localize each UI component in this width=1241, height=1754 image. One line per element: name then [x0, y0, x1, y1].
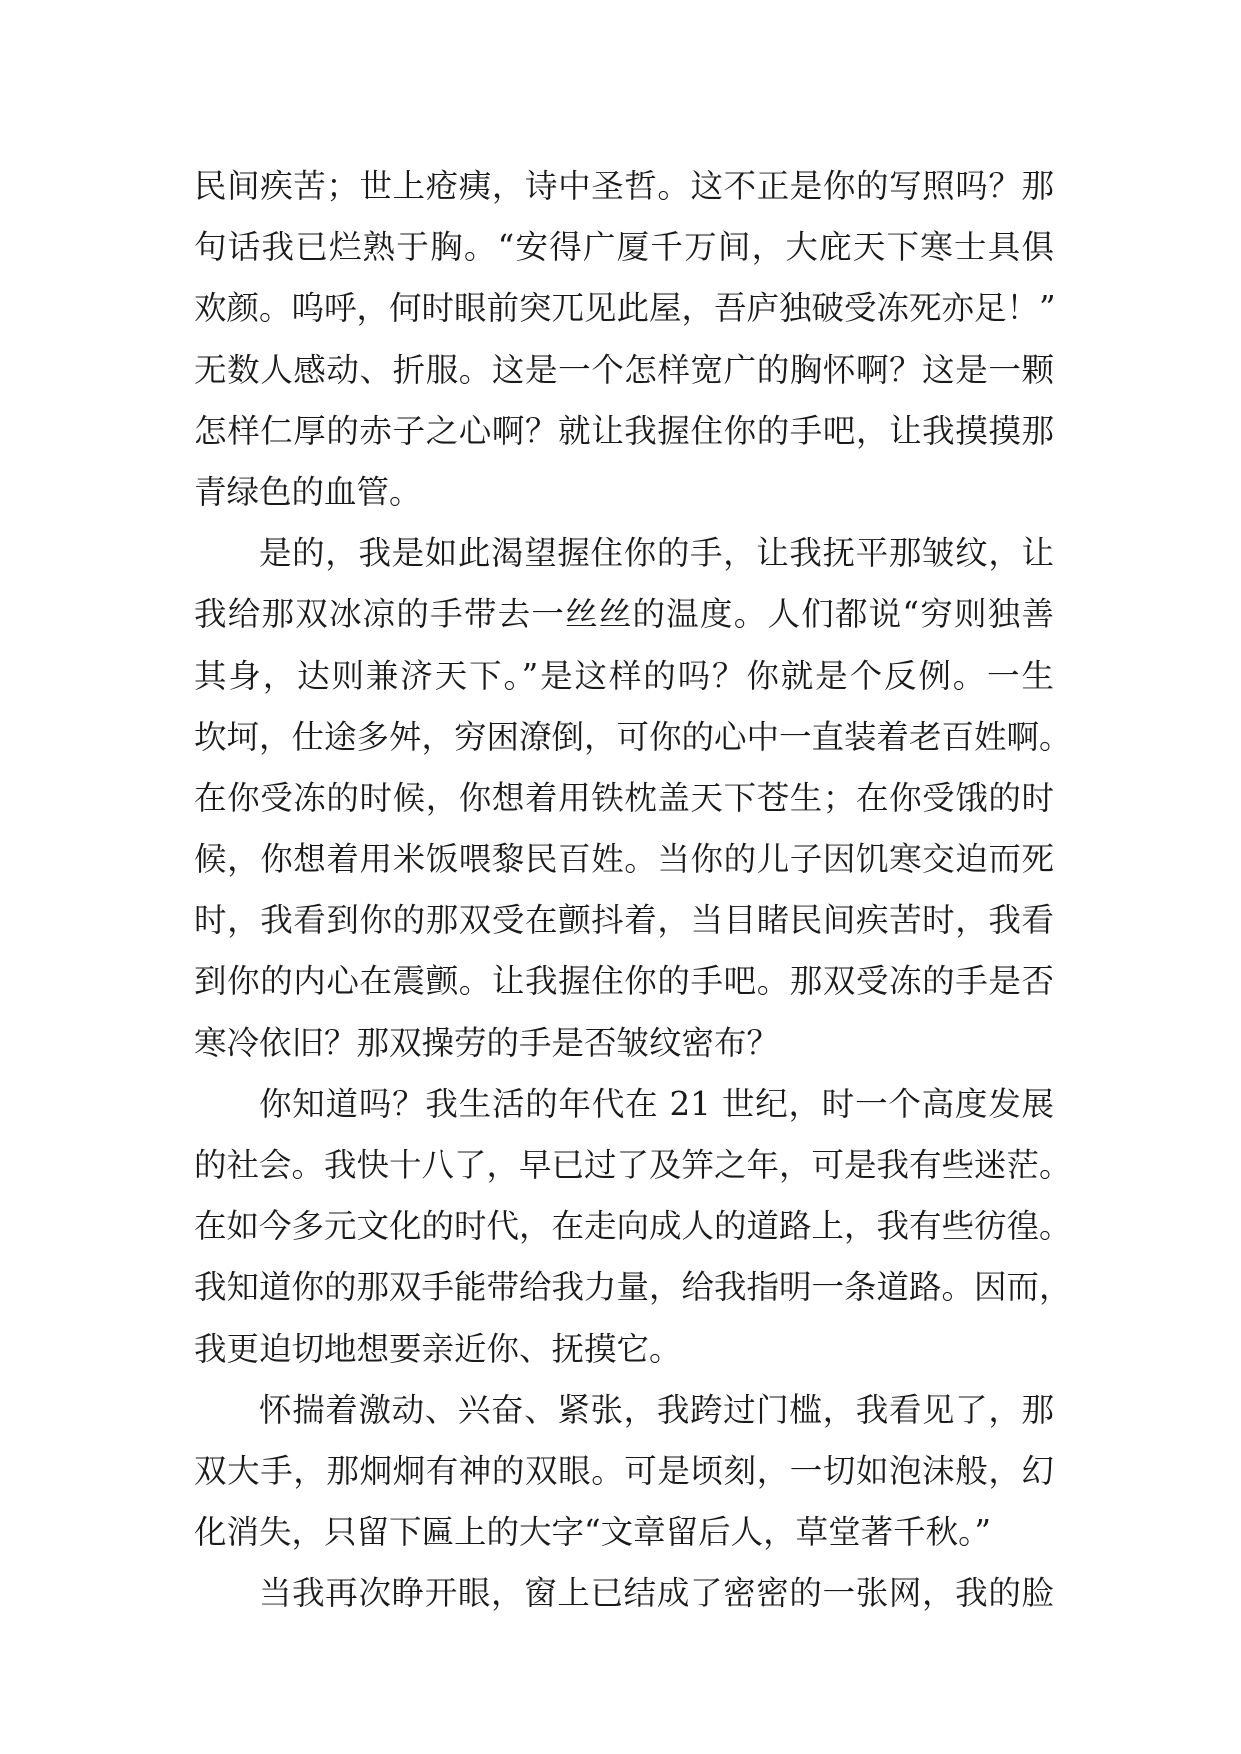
text-line: 在你受冻的时候，你想着用铁枕盖天下苍生；在你受饿的时 [194, 778, 1054, 817]
paragraph-2 [194, 523, 1072, 1074]
text-line: 怀揣着激动、兴奋、紧张，我跨过门槛，我看见了，那 [259, 1390, 1054, 1429]
text-line: 当我再次睁开眼，窗上已结成了密密的一张网，我的脸 [259, 1574, 1054, 1613]
text-line: 化消失，只留下匾上的大字“文章留后人，草堂著千秋。” [194, 1513, 991, 1552]
text-line: 欢颜。呜呼，何时眼前突兀见此屋，吾庐独破受冻死亦足！” [194, 289, 1056, 328]
paragraph-3 [194, 1074, 1072, 1380]
text-line: 坎坷，仕途多舛，穷困潦倒，可你的心中一直装着老百姓啊。 [194, 717, 1072, 756]
text-line: 我知道你的那双手能带给我力量，给我指明一条道路。因而， [194, 1268, 1072, 1307]
text-line: 民间疾苦；世上疮痍，诗中圣哲。这不正是你的写照吗？那 [194, 167, 1054, 205]
paragraph-1 [194, 156, 1054, 523]
text-line: 我更迫切地想要亲近你、抚摸它。 [194, 1329, 682, 1368]
text-line: 怎样仁厚的赤子之心啊？就让我握住你的手吧，让我摸摸那 [194, 411, 1054, 450]
text-line: 时，我看到你的那双受在颤抖着，当目睹民间疾苦时，我看 [194, 901, 1054, 940]
text-line: 候，你想着用米饭喂黎民百姓。当你的儿子因饥寒交迫而死 [194, 840, 1054, 879]
text-line: 青绿色的血管。 [194, 472, 422, 511]
text-line: 句话我已烂熟于胸。“安得广厦千万间，大庇天下寒士具俱 [194, 228, 1054, 267]
paragraph-4 [194, 1380, 1054, 1564]
text-line: 无数人感动、折服。这是一个怎样宽广的胸怀啊？这是一颗 [194, 350, 1054, 389]
text-line: 双大手，那炯炯有神的双眼。可是顷刻，一切如泡沫般，幻 [194, 1451, 1054, 1490]
text-line: 在如今多元文化的时代，在走向成人的道路上，我有些彷徨。 [194, 1207, 1072, 1246]
text-line: 其身，达则兼济天下。”是这样的吗？你就是个反例。一生 [194, 656, 1054, 695]
text-line: 到你的内心在震颤。让我握住你的手吧。那双受冻的手是否 [194, 962, 1054, 1001]
body-text [194, 156, 1072, 1625]
text-line: 是的，我是如此渴望握住你的手，让我抚平那皱纹，让 [259, 534, 1054, 573]
text-line: 的社会。我快十八了，早已过了及笄之年，可是我有些迷茫。 [194, 1146, 1072, 1184]
text-line: 寒冷依旧？那双操劳的手是否皱纹密布？ [194, 1023, 780, 1062]
paragraph-5 [194, 1563, 1054, 1624]
text-line: 你知道吗？我生活的年代在 21 世纪，时一个高度发展 [259, 1084, 1054, 1123]
text-line: 我给那双冰凉的手带去一丝丝的温度。人们都说“穷则独善 [194, 595, 1054, 634]
